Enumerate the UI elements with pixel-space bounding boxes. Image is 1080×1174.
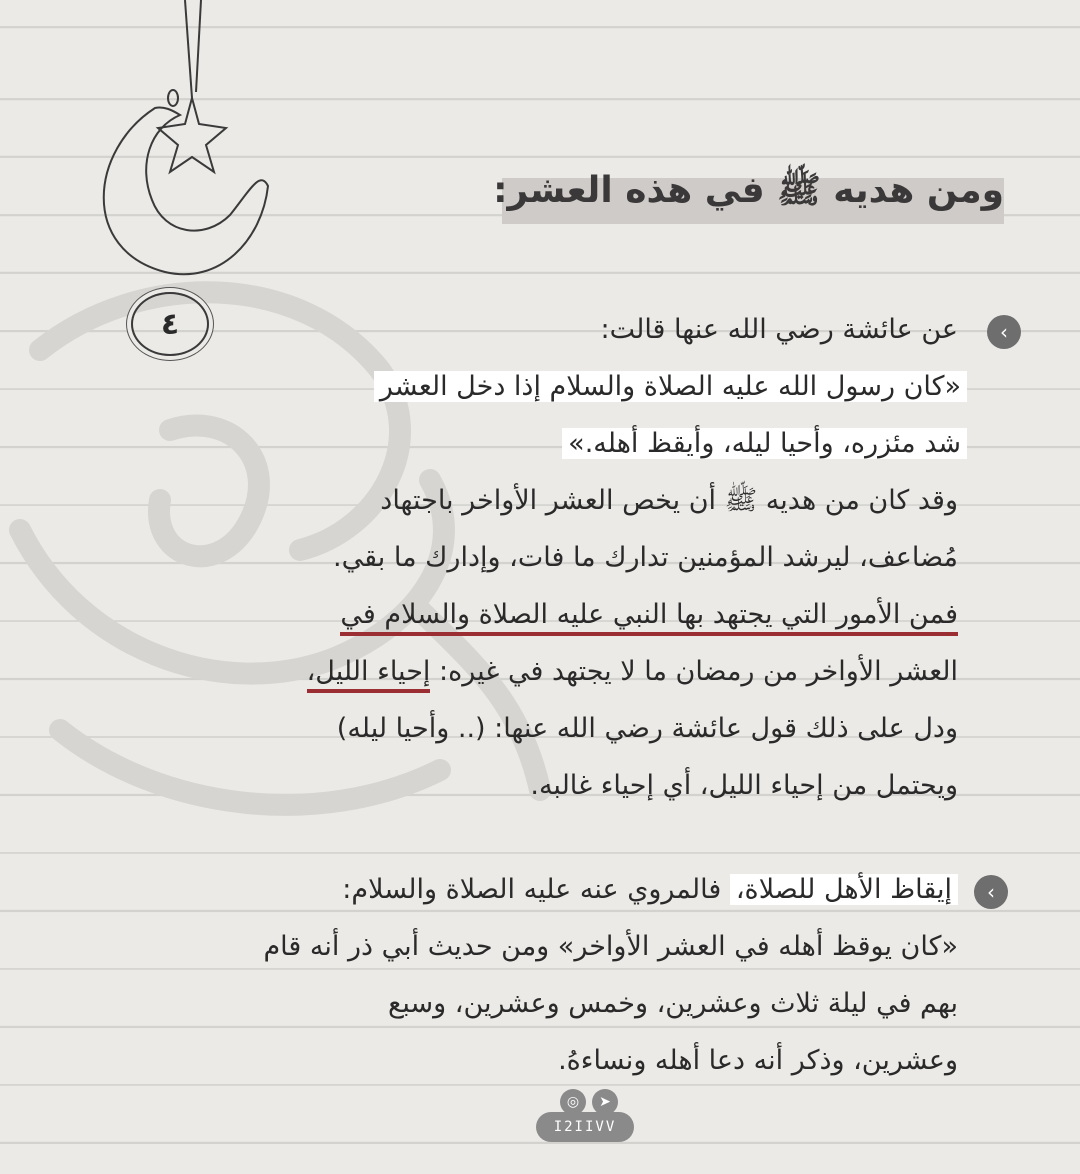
paragraph-3-line-2 <box>307 649 958 695</box>
badge-number: ٤ <box>160 306 180 342</box>
telegram-icon[interactable]: ➤ <box>592 1089 618 1115</box>
underlined-text: فمن الأمور التي يجتهد بها النبي عليه الصلاة والسلام في <box>340 599 958 636</box>
page-title <box>493 168 1004 220</box>
section2-line-4: وعشرين، وذكر أنه دعا أهله ونساءهُ. <box>558 1045 958 1076</box>
quote-line-1 <box>374 364 967 410</box>
paragraph-2-line-1: وقد كان من هديه ﷺ أن يخص العشر الأواخر باجتهاد <box>380 485 958 516</box>
section1-intro: عن عائشة رضي الله عنها قالت: <box>600 314 958 345</box>
quote-line-2 <box>562 421 967 467</box>
paragraph-3-line-2-text: العشر الأواخر من رمضان ما لا يجتهد في غيره: <box>430 656 958 687</box>
section2-line-1-text: فالمروي عنه عليه الصلاة والسلام: <box>342 874 730 905</box>
section2-line-1 <box>342 867 958 913</box>
quote-text-1: «كان رسول الله عليه الصلاة والسلام إذا دخل العشر <box>374 371 967 402</box>
paragraph-3-line-3: ودل على ذلك قول عائشة رضي الله عنها: (.. وأحيا ليله) <box>336 713 958 744</box>
paragraph-3-line-4: ويحتمل من إحياء الليل، أي إحياء غالبه. <box>530 770 958 801</box>
instagram-icon[interactable]: ◎ <box>560 1089 586 1115</box>
quote-text-2: شد مئزره، وأحيا ليله، وأيقظ أهله.» <box>562 428 967 459</box>
paragraph-2-line-2: مُضاعف، ليرشد المؤمنين تدارك ما فات، وإدارك ما بقي. <box>333 542 958 573</box>
highlighted-phrase: إحياء الليل، <box>307 656 431 693</box>
section-number-badge <box>131 292 209 356</box>
crescent-star-ornament <box>80 0 280 290</box>
chevron-left-icon: ‹ <box>974 875 1008 909</box>
section2-line-2: «كان يوقظ أهله في العشر الأواخر» ومن حديث أبي ذر أنه قام <box>263 931 958 962</box>
social-handle-text: I2IIVV <box>553 1119 617 1135</box>
chevron-left-icon: ‹ <box>987 315 1021 349</box>
paragraph-3-line-1 <box>340 592 958 638</box>
page-title-text: ومن هديه ﷺ في هذه العشر: <box>493 170 1004 211</box>
social-handle[interactable] <box>536 1112 634 1142</box>
section2-highlight: إيقاظ الأهل للصلاة، <box>730 874 958 905</box>
section2-line-3: بهم في ليلة ثلاث وعشرين، وخمس وعشرين، وسبع <box>387 988 958 1019</box>
